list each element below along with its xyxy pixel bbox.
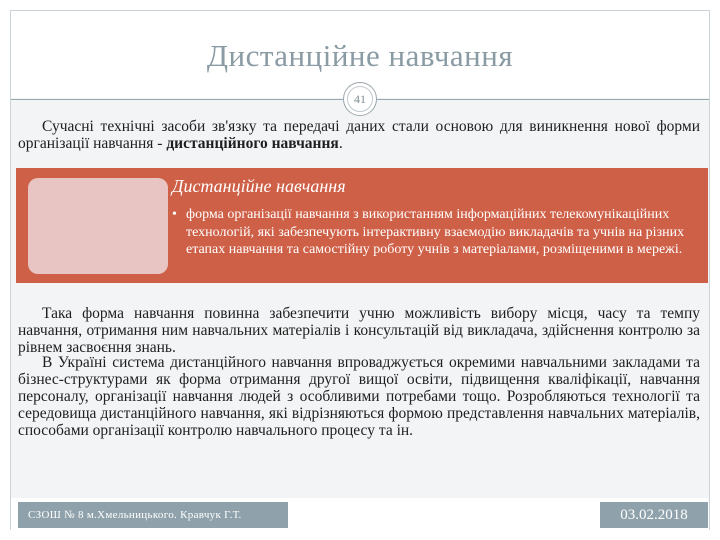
- intro-paragraph: [18, 118, 700, 152]
- bullet-icon: •: [172, 207, 177, 222]
- page-number-badge: [343, 82, 377, 116]
- intro-period: .: [338, 135, 343, 152]
- footer-date: 03.02.2018: [600, 502, 708, 528]
- definition-title: Дистанційне навчання: [172, 176, 346, 196]
- definition-body: форма організації навчання з використанням інформаційних телекомунікаційних технологій, які забезпечують інтерактивну взаємодію викладачів та учнів на різних етапах навчання та самостійну роботу учнів з матеріалами, розміщеними в мережі.: [186, 207, 685, 257]
- definition-image-placeholder: [28, 178, 168, 274]
- intro-bold-term: дистанційного навчання: [166, 135, 339, 152]
- definition-text: [170, 206, 706, 259]
- intro-text: Сучасні технічні засоби зв'язку та передачі даних стали основою для виникнення нової форми організації навчання -: [18, 118, 700, 152]
- slide-title: Дистанційне навчання: [206, 38, 514, 73]
- footer-author: СЗОШ № 8 м.Хмельницького. Кравчук Г.Т.: [18, 502, 288, 528]
- body-paragraph-1: Така форма навчання повинна забезпечити учню можливість вибору місця, часу та темпу навчання, отримання ним навчальних матеріалів і консультацій від викладача, здійснення контролю за рівнем засвоєння знань.: [18, 305, 700, 356]
- body-paragraph-2: В Україні система дистанційного навчання впроваджується окремими навчальними закладами та бізнес-структурами як форма отримання другої вищої освіти, підвищення кваліфікації, навчання персоналу, організації навчання людей з особливими потребами тощо. Розробляються технології та середовища дистанційного навчання, які відрізняються формою представлення навчальних матеріалів, способами організації контролю навчального процесу та ін.: [18, 354, 700, 439]
- page-number: 41: [347, 86, 373, 112]
